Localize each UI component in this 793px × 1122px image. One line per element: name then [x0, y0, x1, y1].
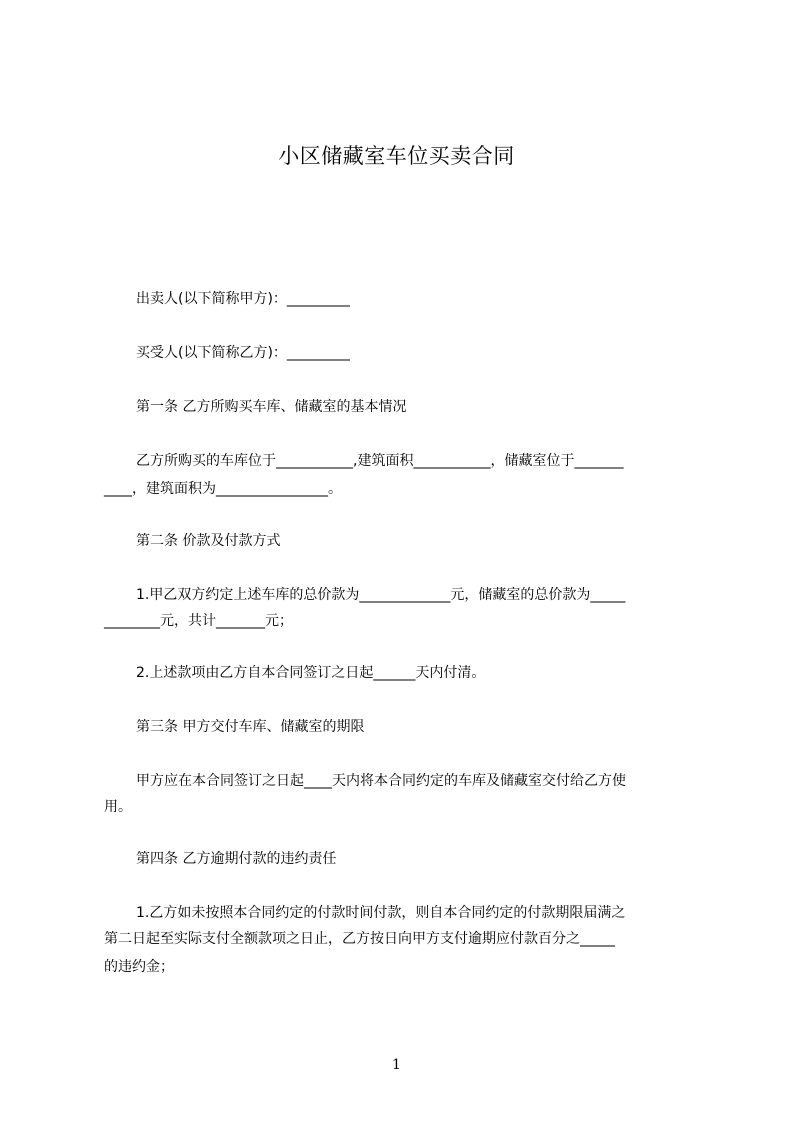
article1-paragraph-line1: 乙方所购买的车库位于___________,建筑面积___________，储藏室位于_______ [136, 453, 624, 469]
article2-item2: 2.上述款项由乙方自本合同签订之日起______天内付清。 [136, 665, 486, 681]
article4-heading: 第四条 乙方逾期付款的违约责任 [136, 851, 337, 867]
article1-paragraph-line2: ____，建筑面积为________________。 [104, 481, 342, 497]
article2-item1-line2: ________元，共计_______元； [104, 613, 293, 629]
page-number: 1 [392, 1057, 401, 1073]
article3-paragraph-line1: 甲方应在本合同签订之日起____天内将本合同约定的车库及储藏室交付给乙方使 [136, 773, 626, 789]
article1-heading: 第一条 乙方所购买车库、储藏室的基本情况 [136, 399, 407, 415]
article4-item1-line2: 第二日起至实际支付全额款项之日止，乙方按日向甲方支付逾期应付款百分之_____ [104, 931, 615, 947]
article3-paragraph-line2: 用。 [104, 799, 132, 815]
article3-heading: 第三条 甲方交付车库、储藏室的期限 [136, 719, 365, 735]
article4-item1-line1: 1.乙方如未按照本合同约定的付款时间付款，则自本合同约定的付款期限届满之 [136, 905, 626, 921]
document-title: 小区储藏室车位买卖合同 [278, 144, 515, 168]
buyer-line: 买受人(以下简称乙方)：_________ [136, 345, 350, 361]
seller-line: 出卖人(以下简称甲方)：_________ [136, 291, 350, 307]
article4-item1-line3: 的违约金； [104, 959, 174, 975]
article2-item1-line1: 1.甲乙双方约定上述车库的总价款为_____________元，储藏室的总价款为_____ [136, 587, 626, 603]
article2-heading: 第二条 价款及付款方式 [136, 533, 281, 549]
